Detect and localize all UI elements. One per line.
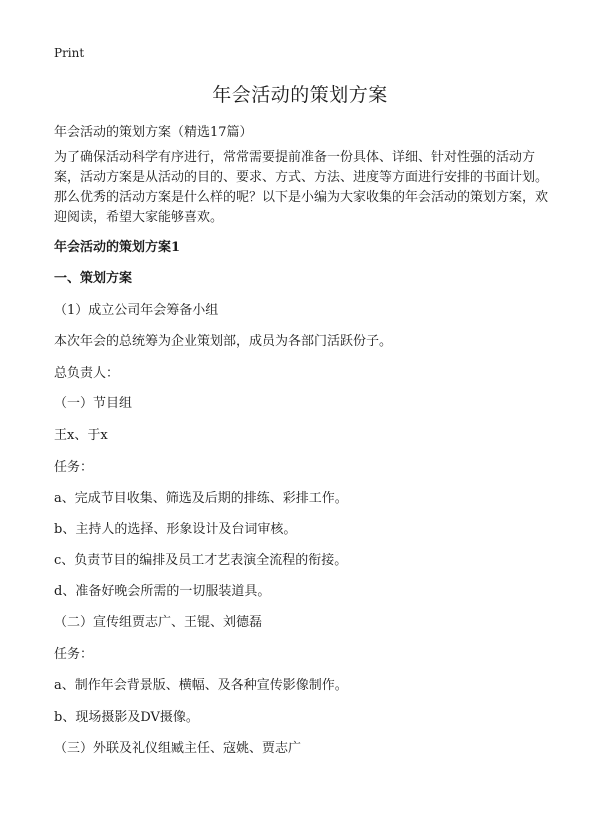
part-heading: 一、策划方案 bbox=[54, 271, 133, 286]
content-line: b、现场摄影及DV摄像。 bbox=[54, 710, 199, 725]
document-subtitle: 年会活动的策划方案（精选17篇） bbox=[54, 125, 253, 140]
content-line: 本次年会的总统筹为企业策划部，成员为各部门活跃份子。 bbox=[54, 334, 393, 349]
content-line: （一）节目组 bbox=[54, 396, 133, 411]
content-line: （二）宣传组贾志广、王锟、刘德磊 bbox=[54, 615, 263, 630]
intro-paragraph: 为了确保活动科学有序进行，常常需要提前准备一份具体、详细、针对性强的活动方案，活动方案是从活动的目的、要求、方式、方法、进度等方面进行安排的书面计划。那么优秀的活动方案是什么样的呢？以下是小编为大家收集的年会活动的策划方案，欢迎阅读，希望大家能够喜欢。 bbox=[54, 150, 549, 225]
content-line: 总负责人： bbox=[54, 366, 120, 381]
content-line: d、准备好晚会所需的一切服装道具。 bbox=[54, 584, 271, 599]
content-line: b、主持人的选择、形象设计及台词审核。 bbox=[54, 522, 297, 537]
section-heading: 年会活动的策划方案1 bbox=[54, 240, 181, 255]
page-title: 年会活动的策划方案 bbox=[212, 84, 388, 106]
content-line: c、负责节目的编排及员工才艺表演全流程的衔接。 bbox=[54, 553, 348, 568]
content-line: （三）外联及礼仪组臧主任、寇姚、贾志广 bbox=[54, 741, 302, 756]
content-line: 任务： bbox=[54, 460, 94, 475]
content-line: 任务： bbox=[54, 647, 94, 662]
print-link[interactable]: Print bbox=[54, 46, 85, 60]
content-line: a、制作年会背景版、横幅、及各种宣传影像制作。 bbox=[54, 678, 348, 693]
content-line: 王x、于x bbox=[54, 428, 108, 443]
content-line: a、完成节目收集、筛选及后期的排练、彩排工作。 bbox=[54, 491, 348, 506]
content-line: （1）成立公司年会筹备小组 bbox=[54, 303, 219, 318]
